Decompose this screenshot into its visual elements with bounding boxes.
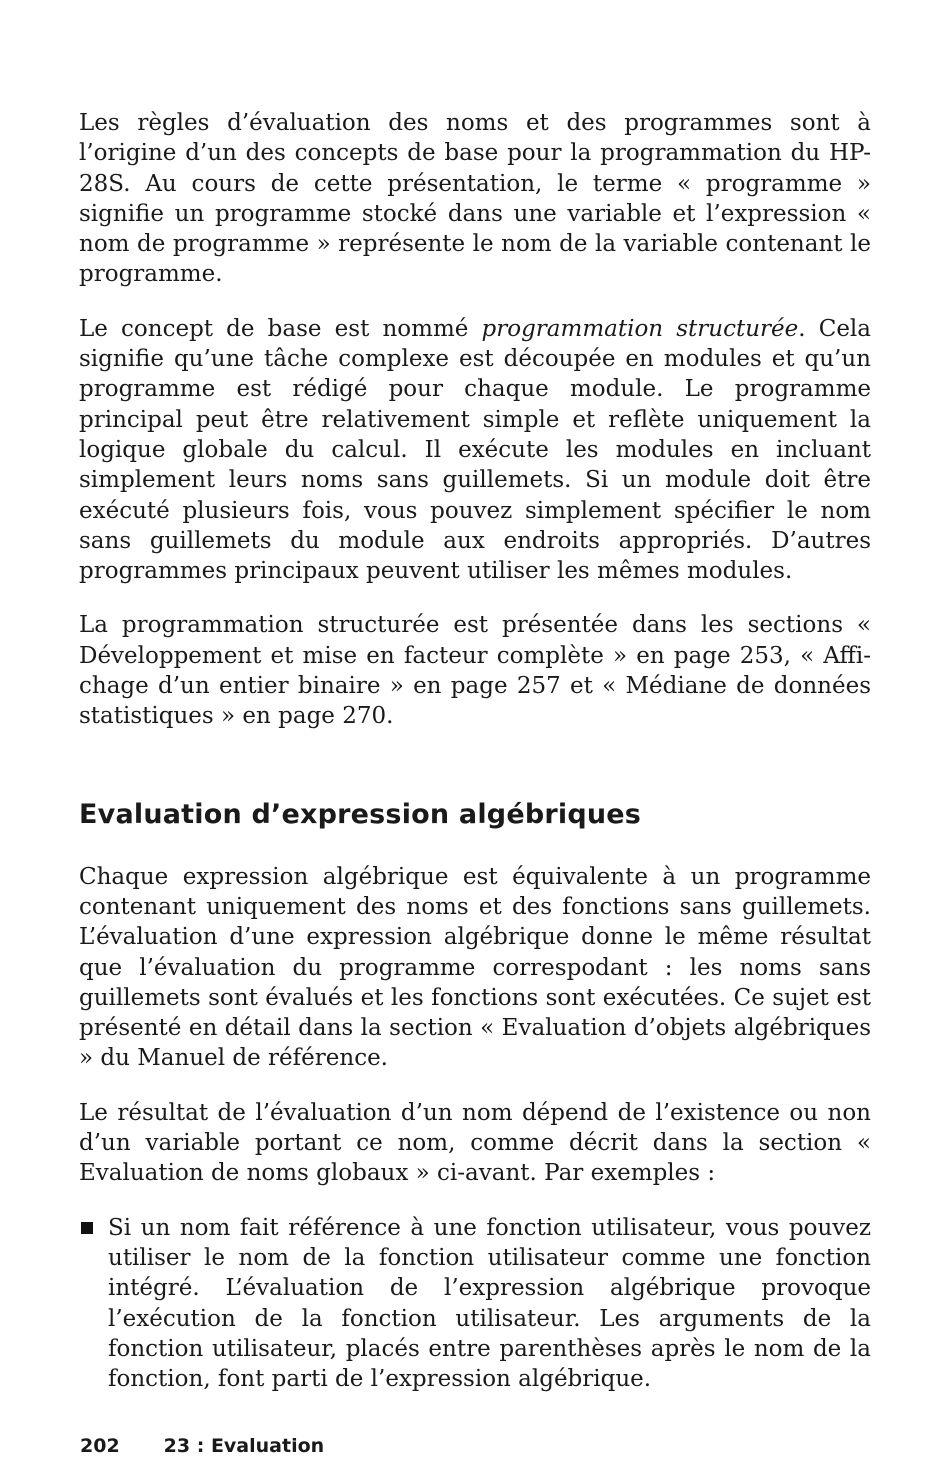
- page-body: [79, 108, 871, 1394]
- paragraph-structured-programming-rest: . Cela signifie qu’une tâche complexe est découpée en modules et qu’un programme est rédigé pour chaque module. Le programme principal peut être relativement simple et reflète uniquement la logique globale du calcul. Il exécute les modules en incluant simplement leurs noms sans guillemets. Si un module doit être exécuté plusieurs fois, vous pouvez simplement spécifier le nom sans guillemets du module aux endroits appropriés. D’autres programmes principaux peuvent utiliser les mêmes modules.: [79, 315, 872, 585]
- paragraph-structured-programming-start: Le concept de base est nommé: [79, 315, 482, 342]
- paragraph-structured-programming-references: La programmation structurée est présentée dans les sections « Développement et mise en facteur complète » en page 253, « Affichage d’un entier binaire » en page 257 et « Médiane de données statistiques » en page 270.: [79, 612, 871, 730]
- section-heading: Evaluation d’expression algébriques: [79, 798, 642, 830]
- structured-programming-term: programmation structurée: [481, 315, 799, 342]
- bullet-item-text: Si un nom fait référence à une fonction utilisateur, vous pouvez utiliser le nom de la fonction utilisateur comme une fonction intégré. L’évaluation de l’expression algébrique provoque l’exécution de la fonction utilisateur. Les arguments de la fonction utilisateur, placés entre parenthèses après le nom de la fonction, font parti de l’expression algébrique.: [108, 1214, 871, 1393]
- square-bullet-icon: [81, 1222, 93, 1234]
- bullet-item-user-function: [79, 1213, 871, 1395]
- paragraph-structured-programming: [79, 314, 871, 587]
- paragraph-evaluation-rules: Les règles d’évaluation des noms et des programmes sont à l’origine d’un des concepts de base pour la programmation du HP-28S. Au cours de cette présentation, le terme « programme » signifie un programme stocké dans une variable et l’expression « nom de programme » représente le nom de la variable contenant le programme.: [79, 110, 871, 288]
- page-footer: [80, 1434, 324, 1458]
- paragraph-name-evaluation: Le résultat de l’évaluation d’un nom dépend de l’existence ou non d’un variable portant ce nom, comme décrit dans la section « Evaluation de noms globaux » ci-avant. Par exemples :: [79, 1099, 871, 1187]
- chapter-title: 23 : Evaluation: [163, 1435, 325, 1457]
- page-number: 202: [80, 1435, 120, 1457]
- paragraph-algebraic-equivalence: Chaque expression algébrique est équivalente à un programme contenant uniquement des noms et des fonctions sans guillemets. L’évaluation d’une expression algébrique donne le même résultat que l’évaluation du programme correspodant : les noms sans guillemets sont évalués et les fonctions sont exécutées. Ce sujet est présenté en détail dans la section « Evaluation d’objets algébriques » du Manuel de référence.: [79, 863, 871, 1072]
